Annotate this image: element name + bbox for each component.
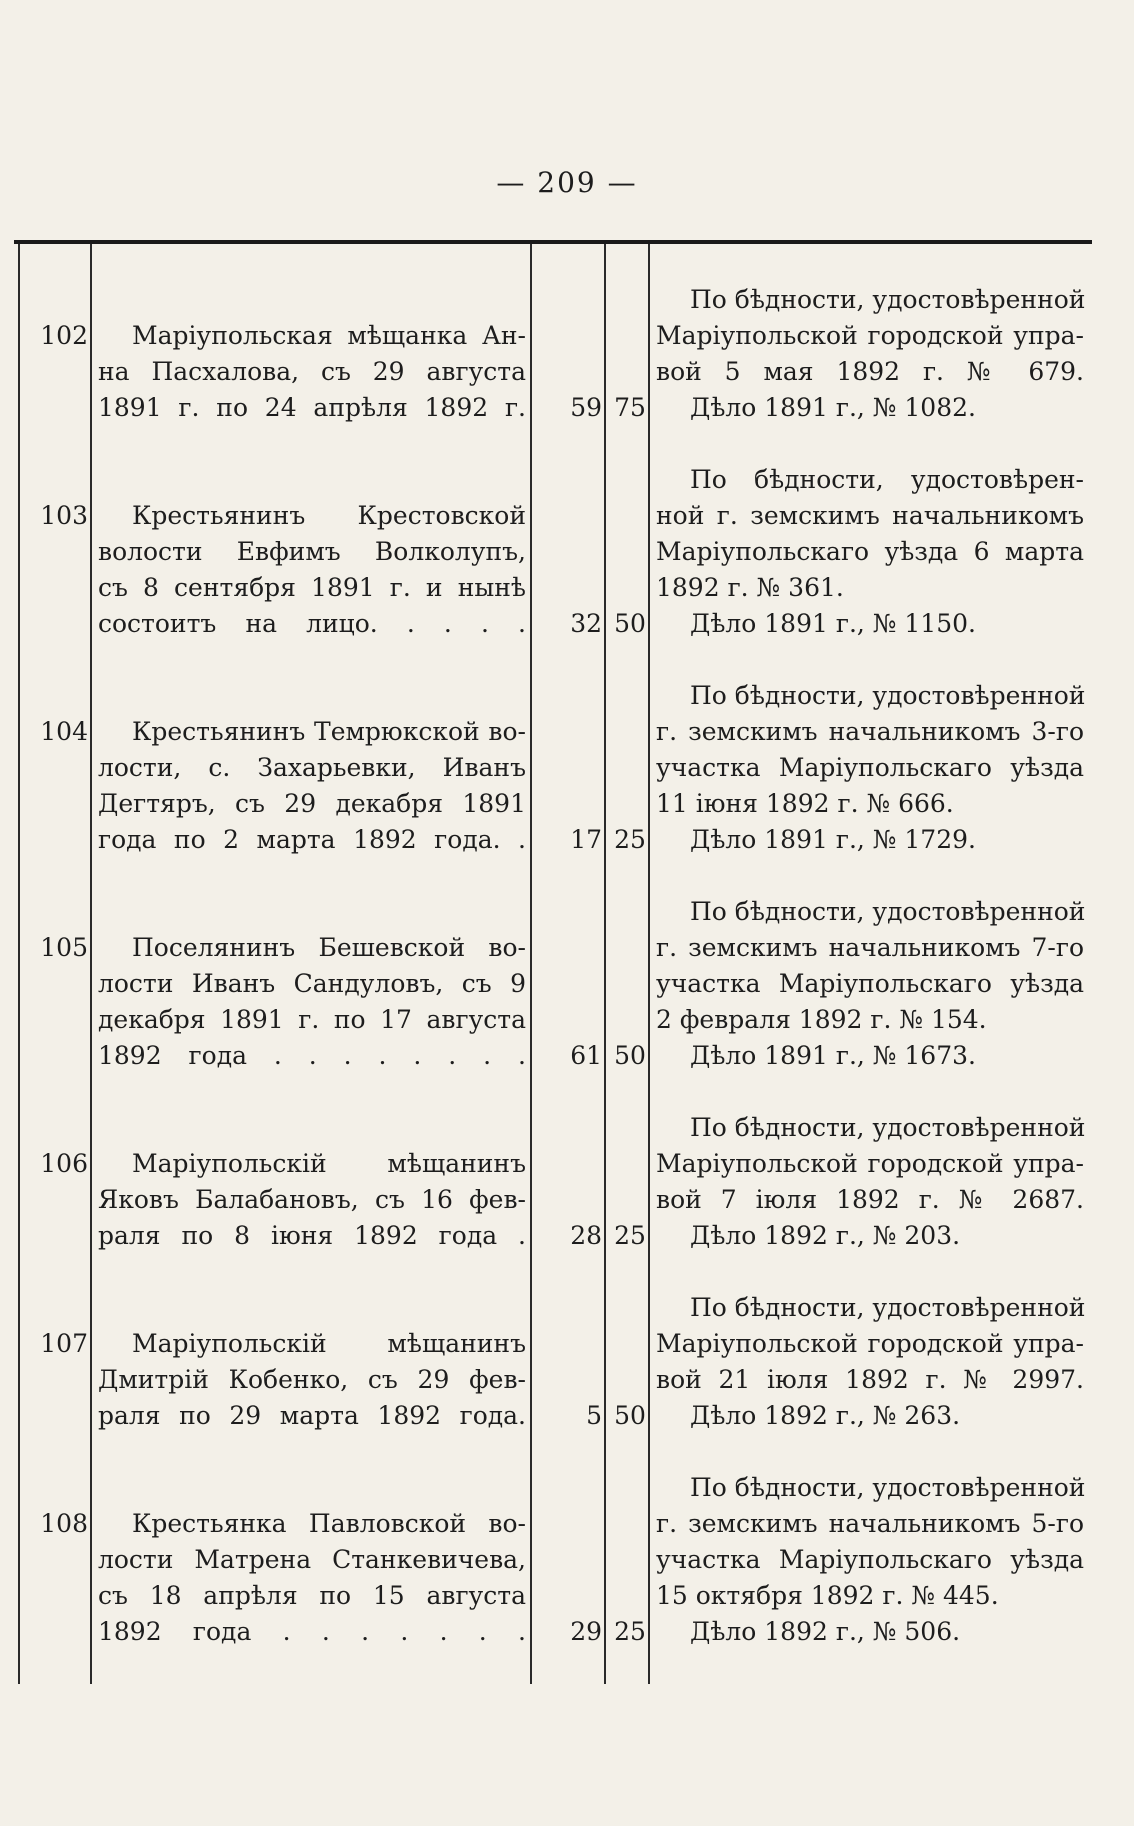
person-description — [98, 1326, 526, 1434]
amount-kopecks: 25 — [614, 825, 646, 854]
amount-kopecks: 25 — [614, 1617, 646, 1646]
person-line: съ 8 сентября 1891 г. и нынѣ — [98, 573, 526, 602]
person-line: съ 18 апрѣля по 15 августа — [98, 1581, 526, 1610]
reason-note — [656, 1470, 1084, 1650]
note-line: 11 іюня 1892 г. № 666. — [656, 789, 954, 818]
reason-note — [656, 462, 1084, 642]
person-line: 1892 года . . . . . . . . — [98, 1041, 526, 1070]
note-line: 15 октября 1892 г. № 445. — [656, 1581, 999, 1610]
kop-column-rule — [648, 244, 650, 1684]
reason-note — [656, 894, 1084, 1074]
note-line: Дѣло 1892 г., № 263. — [690, 1401, 961, 1430]
note-line: Дѣло 1891 г., № 1673. — [690, 1041, 976, 1070]
person-line: Крестьянка Павловской во- — [132, 1509, 526, 1538]
person-description — [98, 498, 526, 642]
note-line: По бѣдности, удостовѣренной — [690, 681, 1086, 710]
note-line: Маріупольскаго уѣзда 6 марта — [656, 537, 1084, 566]
note-line: Маріупольской городской упра- — [656, 1329, 1084, 1358]
person-line: Маріупольскій мѣщанинъ — [132, 1149, 526, 1178]
person-line: декабря 1891 г. по 17 августа — [98, 1005, 526, 1034]
row-number: 107 — [40, 1329, 88, 1358]
note-line: По бѣдности, удостовѣренной — [690, 1473, 1086, 1502]
person-line: Крестьянинъ Темрюкской во- — [132, 717, 526, 746]
amount-rubles: 17 — [570, 825, 602, 854]
rub-column-rule — [604, 244, 606, 1684]
person-column-rule — [530, 244, 532, 1684]
note-line: вой 5 мая 1892 г. № 679. — [656, 357, 1084, 386]
note-line: Дѣло 1891 г., № 1150. — [690, 609, 976, 638]
person-line: Дегтяръ, съ 29 декабря 1891 — [98, 789, 526, 818]
person-line: раля по 8 іюня 1892 года . — [98, 1221, 526, 1250]
page-number-header: — 209 — — [496, 166, 638, 199]
amount-rubles: 32 — [570, 609, 602, 638]
note-line: вой 7 іюля 1892 г. № 2687. — [656, 1185, 1084, 1214]
amount-rubles: 29 — [570, 1617, 602, 1646]
amount-kopecks: 50 — [614, 1401, 646, 1430]
row-number: 103 — [40, 501, 88, 530]
person-line: лости, с. Захарьевки, Иванъ — [98, 753, 526, 782]
reason-note — [656, 282, 1084, 426]
person-description — [98, 1146, 526, 1254]
note-line: По бѣдности, удостовѣренной — [690, 897, 1086, 926]
note-line: Маріупольской городской упра- — [656, 1149, 1084, 1178]
person-line: лости Матрена Станкевичева, — [98, 1545, 526, 1574]
note-line: Дѣло 1891 г., № 1729. — [690, 825, 976, 854]
note-line: вой 21 іюля 1892 г. № 2997. — [656, 1365, 1084, 1394]
person-line: 1891 г. по 24 апрѣля 1892 г. — [98, 393, 526, 422]
reason-note — [656, 1290, 1084, 1434]
person-line: Маріупольскій мѣщанинъ — [132, 1329, 526, 1358]
person-line: на Пасхалова, съ 29 августа — [98, 357, 526, 386]
table-top-rule — [14, 240, 1092, 244]
person-line: Яковъ Балабановъ, съ 16 фев- — [98, 1185, 526, 1214]
amount-rubles: 59 — [570, 393, 602, 422]
person-line: Маріупольская мѣщанка Ан- — [132, 321, 526, 350]
note-line: ной г. земскимъ начальникомъ — [656, 501, 1084, 530]
reason-note — [656, 678, 1084, 858]
amount-kopecks: 50 — [614, 609, 646, 638]
amount-kopecks: 25 — [614, 1221, 646, 1250]
note-line: участка Маріупольскаго уѣзда — [656, 753, 1084, 782]
row-number: 106 — [40, 1149, 88, 1178]
row-number: 108 — [40, 1509, 88, 1538]
amount-rubles: 28 — [570, 1221, 602, 1250]
person-description — [98, 714, 526, 858]
person-line: года по 2 марта 1892 года. . — [98, 825, 526, 854]
note-line: г. земскимъ начальникомъ 5-го — [656, 1509, 1084, 1538]
note-line: участка Маріупольскаго уѣзда — [656, 1545, 1084, 1574]
number-column-rule — [90, 244, 92, 1684]
person-line: Дмитрій Кобенко, съ 29 фев- — [98, 1365, 526, 1394]
note-line: По бѣдности, удостовѣренной — [690, 1293, 1086, 1322]
row-number: 102 — [40, 321, 88, 350]
person-line: Поселянинъ Бешевской во- — [132, 933, 526, 962]
person-line: лости Иванъ Сандуловъ, съ 9 — [98, 969, 526, 998]
person-line: состоитъ на лицо. . . . . — [98, 609, 526, 638]
row-number: 105 — [40, 933, 88, 962]
note-line: г. земскимъ начальникомъ 7-го — [656, 933, 1084, 962]
note-line: участка Маріупольскаго уѣзда — [656, 969, 1084, 998]
person-line: Крестьянинъ Крестовской — [132, 501, 526, 530]
person-description — [98, 1506, 526, 1650]
row-number: 104 — [40, 717, 88, 746]
person-line: раля по 29 марта 1892 года. — [98, 1401, 526, 1430]
note-line: По бѣдности, удостовѣрен- — [690, 465, 1084, 494]
note-line: Дѣло 1892 г., № 506. — [690, 1617, 961, 1646]
note-line: 1892 г. № 361. — [656, 573, 844, 602]
person-line: 1892 года . . . . . . . — [98, 1617, 526, 1646]
amount-rubles: 5 — [586, 1401, 602, 1430]
note-line: По бѣдности, удостовѣренной — [690, 285, 1086, 314]
amount-kopecks: 50 — [614, 1041, 646, 1070]
amount-rubles: 61 — [570, 1041, 602, 1070]
person-description — [98, 930, 526, 1074]
note-line: Дѣло 1891 г., № 1082. — [690, 393, 976, 422]
note-line: 2 февраля 1892 г. № 154. — [656, 1005, 987, 1034]
note-line: Дѣло 1892 г., № 203. — [690, 1221, 961, 1250]
note-line: Маріупольской городской упра- — [656, 321, 1084, 350]
person-description — [98, 318, 526, 426]
reason-note — [656, 1110, 1084, 1254]
person-line: волости Евфимъ Волколупъ, — [98, 537, 526, 566]
note-line: г. земскимъ начальникомъ 3-го — [656, 717, 1084, 746]
amount-kopecks: 75 — [614, 393, 646, 422]
note-line: По бѣдности, удостовѣренной — [690, 1113, 1086, 1142]
